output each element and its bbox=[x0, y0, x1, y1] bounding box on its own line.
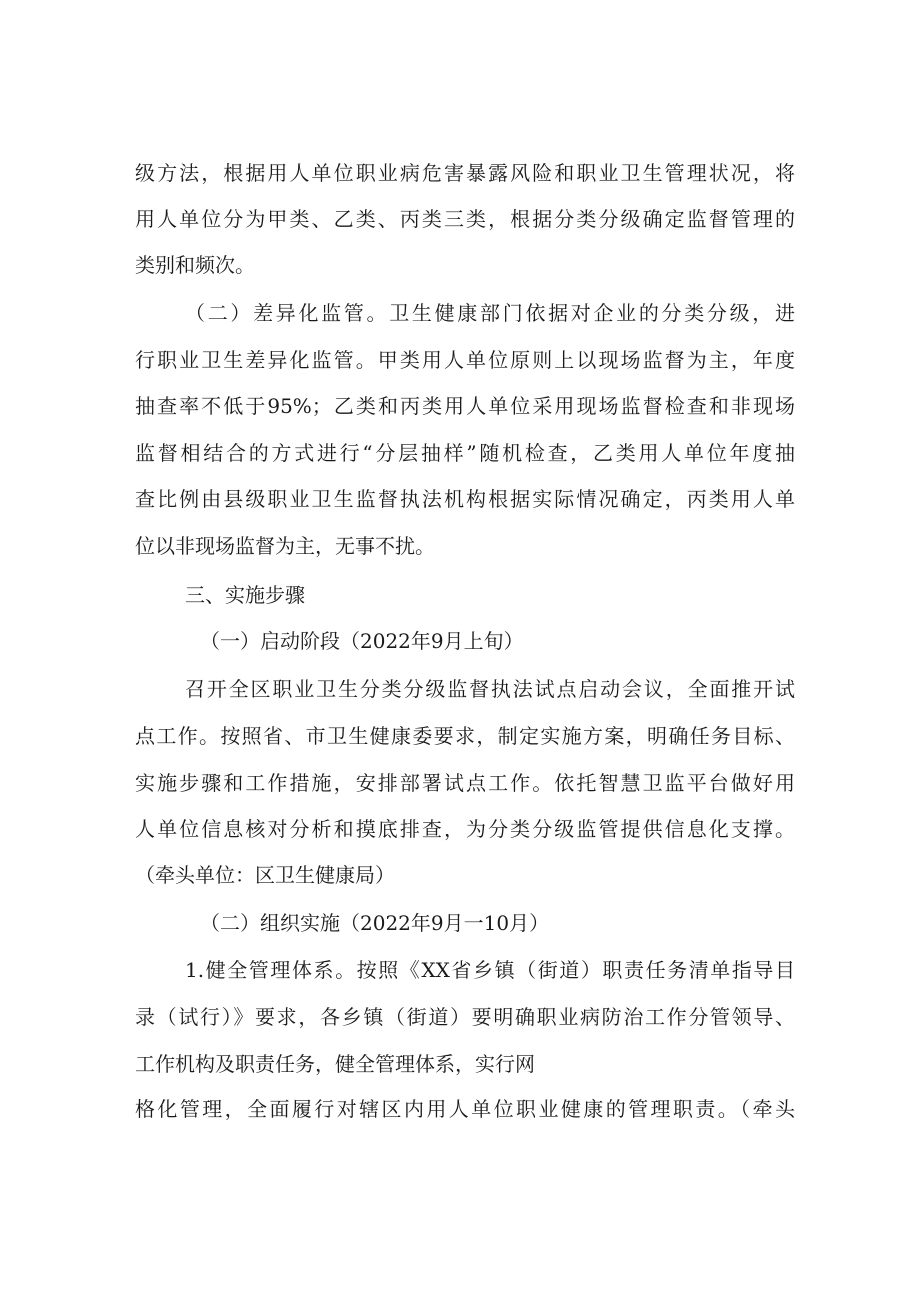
paragraph-line: （牵头单位：区卫生健康局） bbox=[135, 863, 395, 887]
subsection-heading: （二）组织实施（2022年9月一10月） bbox=[200, 911, 550, 935]
section-heading: 三、实施步骤 bbox=[185, 583, 305, 607]
paragraph-line: 录（试行）》要求，各乡镇（街道）要明确职业病防治工作分管领导、 bbox=[135, 1005, 795, 1029]
paragraph-line: 点工作。按照省、市卫生健康委要求，制定实施方案，明确任务目标、 bbox=[135, 724, 795, 748]
paragraph-line: 监督相结合的方式进行“分层抽样”随机检查，乙类用人单位年度抽 bbox=[135, 441, 795, 465]
paragraph-line: 实施步骤和工作措施，安排部署试点工作。依托智慧卫监平台做好用 bbox=[135, 771, 795, 795]
paragraph-line: 召开全区职业卫生分类分级监督执法试点启动会议，全面推开试 bbox=[185, 677, 795, 701]
paragraph-line: 人单位信息核对分析和摸底排查，为分类分级监管提供信息化支撑。 bbox=[135, 817, 795, 841]
paragraph-line: 格化管理，全面履行对辖区内用人单位职业健康的管理职责。（牵头 bbox=[135, 1097, 795, 1121]
paragraph-line: 1.健全管理体系。按照《XX省乡镇（街道）职责任务清单指导目 bbox=[185, 958, 795, 982]
paragraph-line: 工作机构及职责任务，健全管理体系，实行网 bbox=[135, 1052, 535, 1076]
paragraph-line: 用人单位分为甲类、乙类、丙类三类，根据分类分级确定监督管理的 bbox=[135, 207, 795, 231]
paragraph-line: 级方法，根据用人单位职业病危害暴露风险和职业卫生管理状况，将 bbox=[135, 161, 795, 185]
paragraph-line: 类别和频次。 bbox=[135, 253, 255, 277]
paragraph-line: 抽查率不低于95%；乙类和丙类用人单位采用现场监督检查和非现场 bbox=[135, 394, 795, 418]
paragraph-line: 位以非现场监督为主，无事不扰。 bbox=[135, 534, 435, 558]
subsection-heading: （一）启动阶段（2022年9月上旬） bbox=[200, 629, 524, 653]
paragraph-line: 行职业卫生差异化监管。甲类用人单位原则上以现场监督为主，年度 bbox=[135, 348, 795, 372]
subsection-heading-line: （二）差异化监管。卫生健康部门依据对企业的分类分级，进 bbox=[185, 301, 795, 325]
paragraph-line: 查比例由县级职业卫生监督执法机构根据实际情况确定，丙类用人单 bbox=[135, 487, 795, 511]
